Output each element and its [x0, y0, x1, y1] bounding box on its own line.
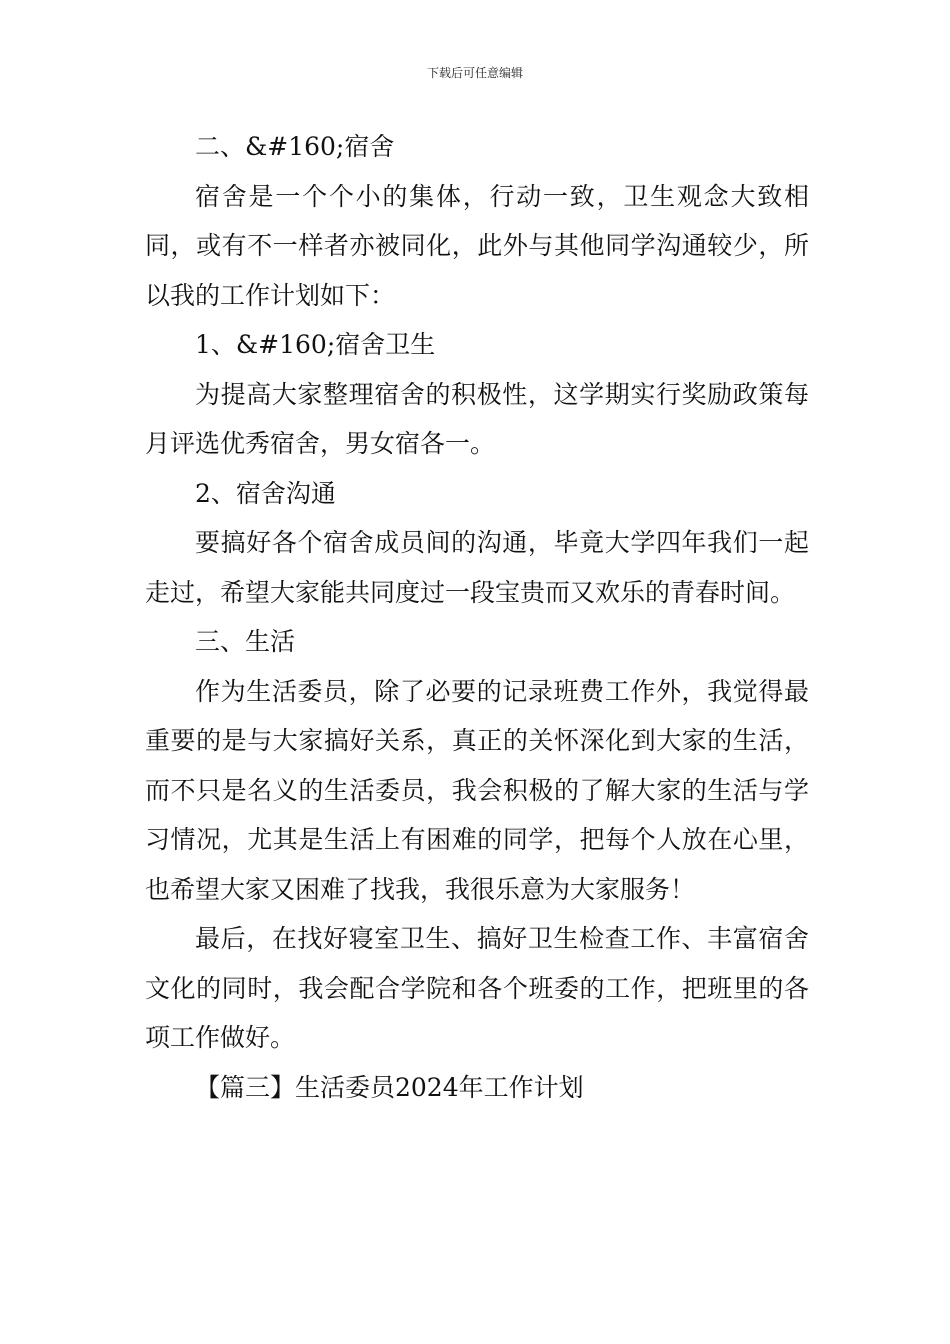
document-body — [145, 122, 809, 1112]
paragraph-conclusion: 最后，在找好寝室卫生、搞好卫生检查工作、丰富宿舍文化的同时，我会配合学院和各个班委的工作，把班里的各项工作做好。 — [145, 924, 809, 1052]
page-header-note: 下载后可任意编辑 — [426, 66, 523, 80]
subheading-dormitory-communication: 2、宿舍沟通 — [195, 478, 336, 508]
paragraph-dormitory-intro: 宿舍是一个个小的集体，行动一致，卫生观念大致相同，或有不一样者亦被同化，此外与其他同学沟通较少，所以我的工作计划如下： — [145, 181, 809, 310]
section-heading-life: 三、生活 — [195, 627, 296, 656]
section-heading-dormitory: 二、&#160;宿舍 — [195, 132, 395, 161]
paragraph-life: 作为生活委员，除了必要的记录班费工作外，我觉得最重要的是与大家搞好关系，真正的关怀深化到大家的生活，而不只是名义的生活委员，我会积极的了解大家的生活与学习情况，尤其是生活上有困难的同学，把每个人放在心里，也希望大家又困难了找我，我很乐意为大家服务！ — [145, 676, 809, 904]
paragraph-dormitory-hygiene: 为提高大家整理宿舍的积极性，这学期实行奖励政策每月评选优秀宿舍，男女宿各一。 — [145, 379, 809, 458]
subheading-dormitory-hygiene: 1、&#160;宿舍卫生 — [195, 330, 436, 359]
paragraph-dormitory-communication: 要搞好各个宿舍成员间的沟通，毕竟大学四年我们一起走过，希望大家能共同度过一段宝贵而又欢乐的青春时间。 — [145, 528, 809, 607]
chapter-heading-part-three: 【篇三】生活委员2024年工作计划 — [195, 1072, 584, 1102]
